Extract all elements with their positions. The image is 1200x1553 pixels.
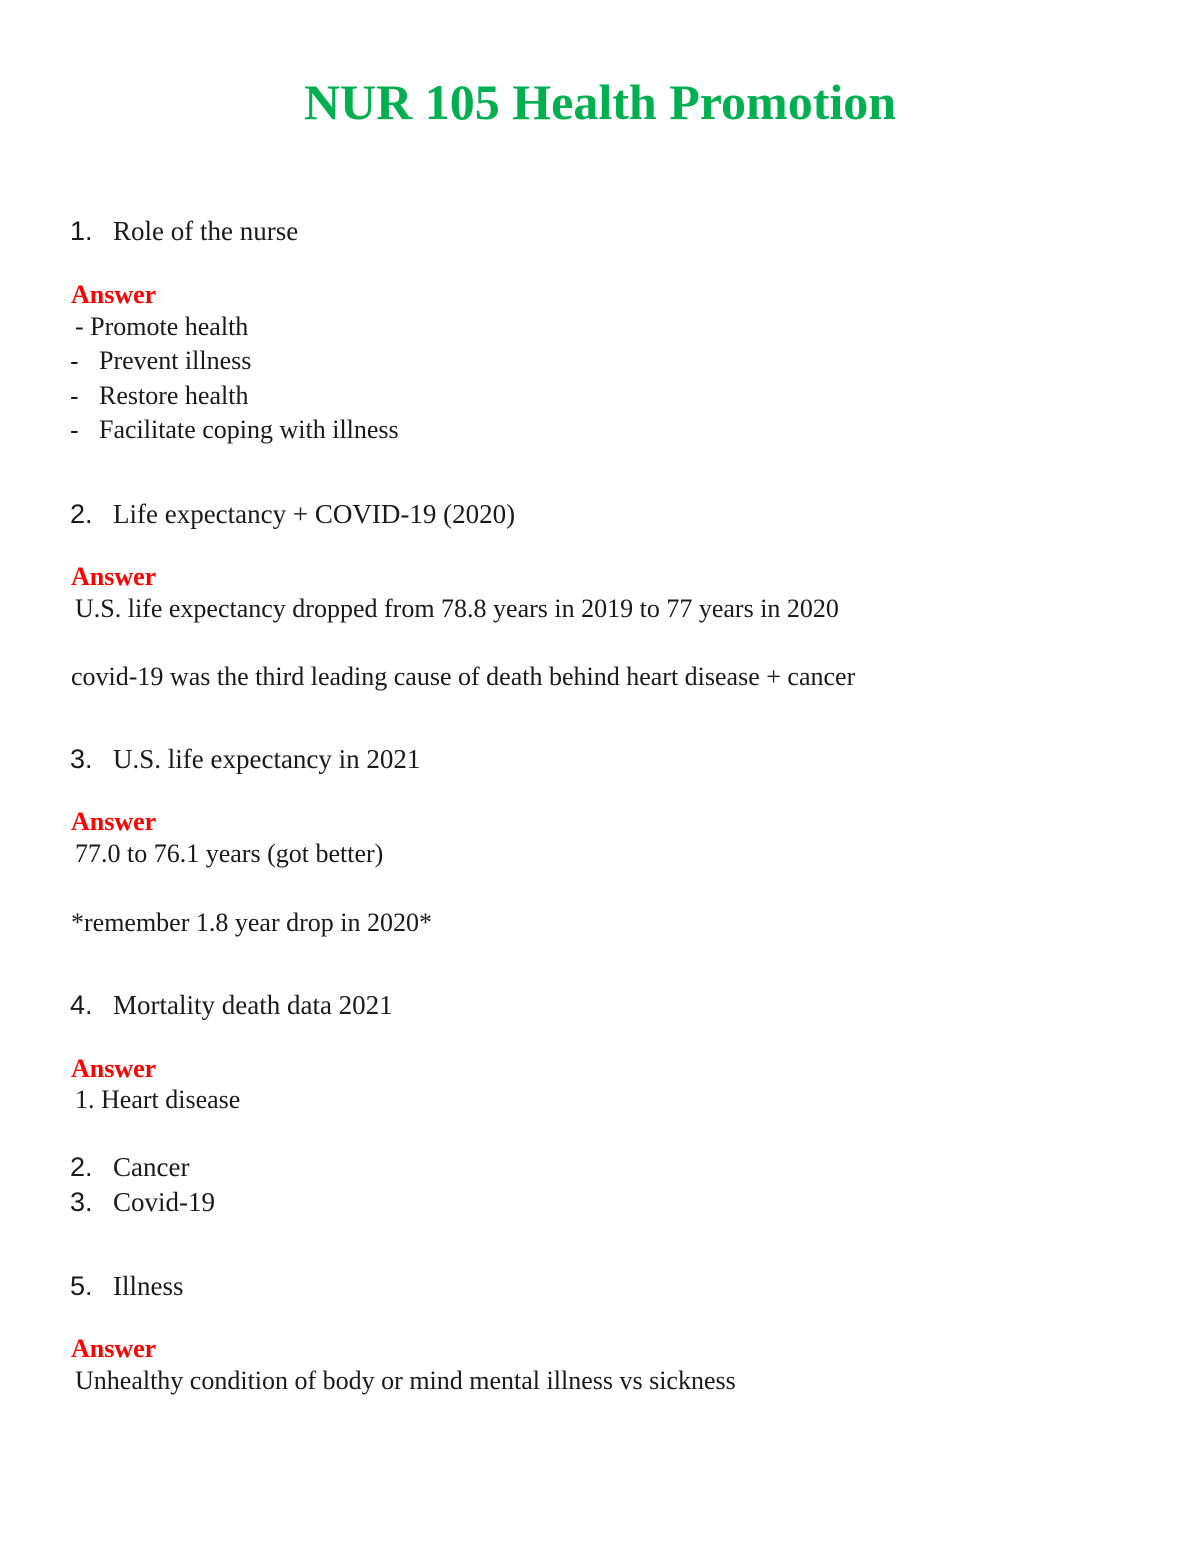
answer-1-label: Answer (71, 280, 157, 309)
question-3-prompt: U.S. life expectancy in 2021 (113, 744, 421, 774)
bullet-dash: - (70, 415, 79, 445)
answer-3-first-line: 77.0 to 76.1 years (got better) (75, 839, 384, 868)
answer-2-first-line: U.S. life expectancy dropped from 78.8 years in 2019 to 77 years in 2020 (75, 594, 839, 623)
answer-4-list-item-2: Cancer (113, 1152, 190, 1182)
answer-1-bullet-1: Prevent illness (99, 346, 252, 375)
question-4-number: 4. (70, 990, 93, 1020)
answer-1-first-line: - Promote health (75, 312, 249, 341)
question-4-prompt: Mortality death data 2021 (113, 990, 393, 1020)
question-1-number: 1. (70, 216, 93, 246)
answer-3-label: Answer (71, 807, 157, 836)
answer-5-label: Answer (71, 1334, 157, 1363)
question-5-number: 5. (70, 1271, 93, 1301)
answer-4-first-line: 1. Heart disease (75, 1085, 241, 1114)
answer-1-bullet-3: Facilitate coping with illness (99, 415, 399, 444)
answer-3-extra-line: *remember 1.8 year drop in 2020* (71, 908, 433, 937)
question-5-prompt: Illness (113, 1271, 184, 1301)
answer-2-extra-line: covid-19 was the third leading cause of death behind heart disease + cancer (71, 662, 856, 691)
answer-2-label: Answer (71, 562, 157, 591)
question-1-prompt: Role of the nurse (113, 216, 299, 246)
answer-4-list-number-3: 3. (70, 1187, 93, 1217)
answer-4-list-number-2: 2. (70, 1152, 93, 1182)
bullet-dash: - (70, 346, 79, 376)
document-title: NUR 105 Health Promotion (303, 74, 897, 130)
question-3-number: 3. (70, 744, 93, 774)
question-2-prompt: Life expectancy + COVID-19 (2020) (113, 499, 516, 529)
answer-4-label: Answer (71, 1054, 157, 1083)
answer-5-first-line: Unhealthy condition of body or mind mental illness vs sickness (75, 1366, 736, 1395)
answer-4-list-item-3: Covid-19 (113, 1187, 216, 1217)
answer-1-bullet-2: Restore health (99, 381, 249, 410)
question-2-number: 2. (70, 499, 93, 529)
bullet-dash: - (70, 381, 79, 411)
